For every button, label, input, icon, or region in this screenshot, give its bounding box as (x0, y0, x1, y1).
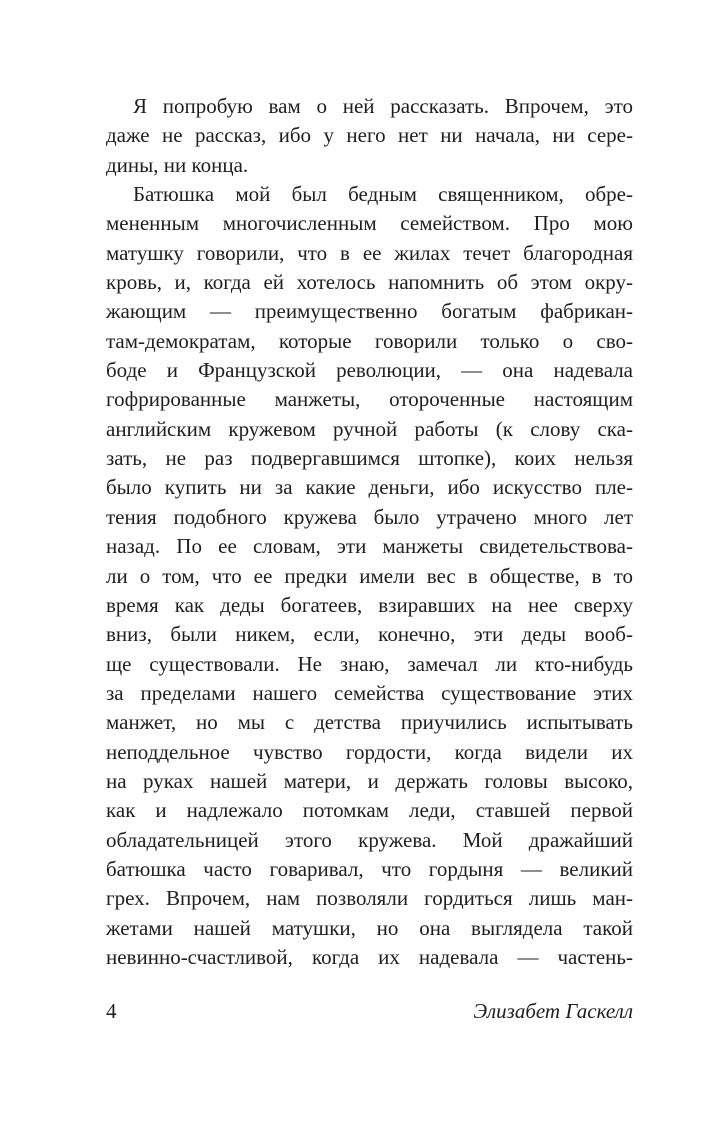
text-line: обладательницей этого кружева. Мой дражайший (106, 827, 633, 852)
text-line: жетами нашей матушки, но она выглядела такой (106, 915, 633, 940)
text-line: за пределами нашего семейства существование этих (106, 680, 633, 705)
text-line: батюшка часто говаривал, что гордыня — великий (106, 856, 633, 881)
text-line: мененным многочисленным семейством. Про мою (106, 211, 633, 236)
text-line: матушку говорили, что в ее жилах течет благородная (106, 240, 633, 265)
page-text (106, 92, 633, 972)
text-line: как и надлежало потомкам леди, ставшей первой (106, 798, 633, 823)
text-line: зать, не раз подвергавшимся штопке), коих нельзя (106, 446, 633, 471)
text-line: ще существовали. Не знаю, замечал ли кто-нибудь (106, 651, 633, 676)
text-line: невинно-счастливой, когда их надевала — частень- (106, 944, 633, 969)
text-line: грех. Впрочем, нам позволяли гордиться лишь ман- (106, 886, 633, 911)
text-line: неподдельное чувство гордости, когда видели их (106, 739, 633, 764)
text-line: дины, ни конца. (106, 152, 249, 177)
running-author: Элизабет Гаскелл (473, 999, 633, 1023)
text-line: там-демократам, которые говорили только о сво- (106, 328, 633, 353)
text-line: Батюшка мой был бедным священником, обре- (133, 182, 633, 207)
text-line: Я попробую вам о ней рассказать. Впрочем, это (133, 94, 633, 118)
text-line: было купить ни за какие деньги, ибо искусство пле- (106, 475, 633, 500)
text-line: на руках нашей матери, и держать головы высоко, (106, 768, 633, 793)
text-line: гофрированные манжеты, отороченные настоящим (106, 387, 633, 412)
text-line: вниз, были никем, если, конечно, эти деды вооб- (106, 622, 633, 647)
text-line: английским кружевом ручной работы (к слову ска- (106, 416, 633, 441)
text-line: манжет, но мы с детства приучились испытывать (106, 710, 633, 735)
text-line: время как деды богатеев, взиравших на нее сверху (106, 592, 633, 617)
page-number: 4 (106, 999, 117, 1023)
text-line: тения подобного кружева было утрачено много лет (106, 504, 633, 529)
text-line: даже не рассказ, ибо у него нет ни начала, ни сере- (106, 123, 633, 148)
text-line: назад. По ее словам, эти манжеты свидетельствова- (106, 534, 633, 559)
text-line: жающим — преимущественно богатым фабрикан- (106, 299, 633, 324)
text-line: кровь, и, когда ей хотелось напомнить об этом окру- (106, 270, 633, 295)
text-line: ли о том, что ее предки имели вес в обществе, в то (106, 563, 633, 588)
page-footer (106, 999, 633, 1024)
text-line: боде и Французской революции, — она надевала (106, 358, 633, 383)
